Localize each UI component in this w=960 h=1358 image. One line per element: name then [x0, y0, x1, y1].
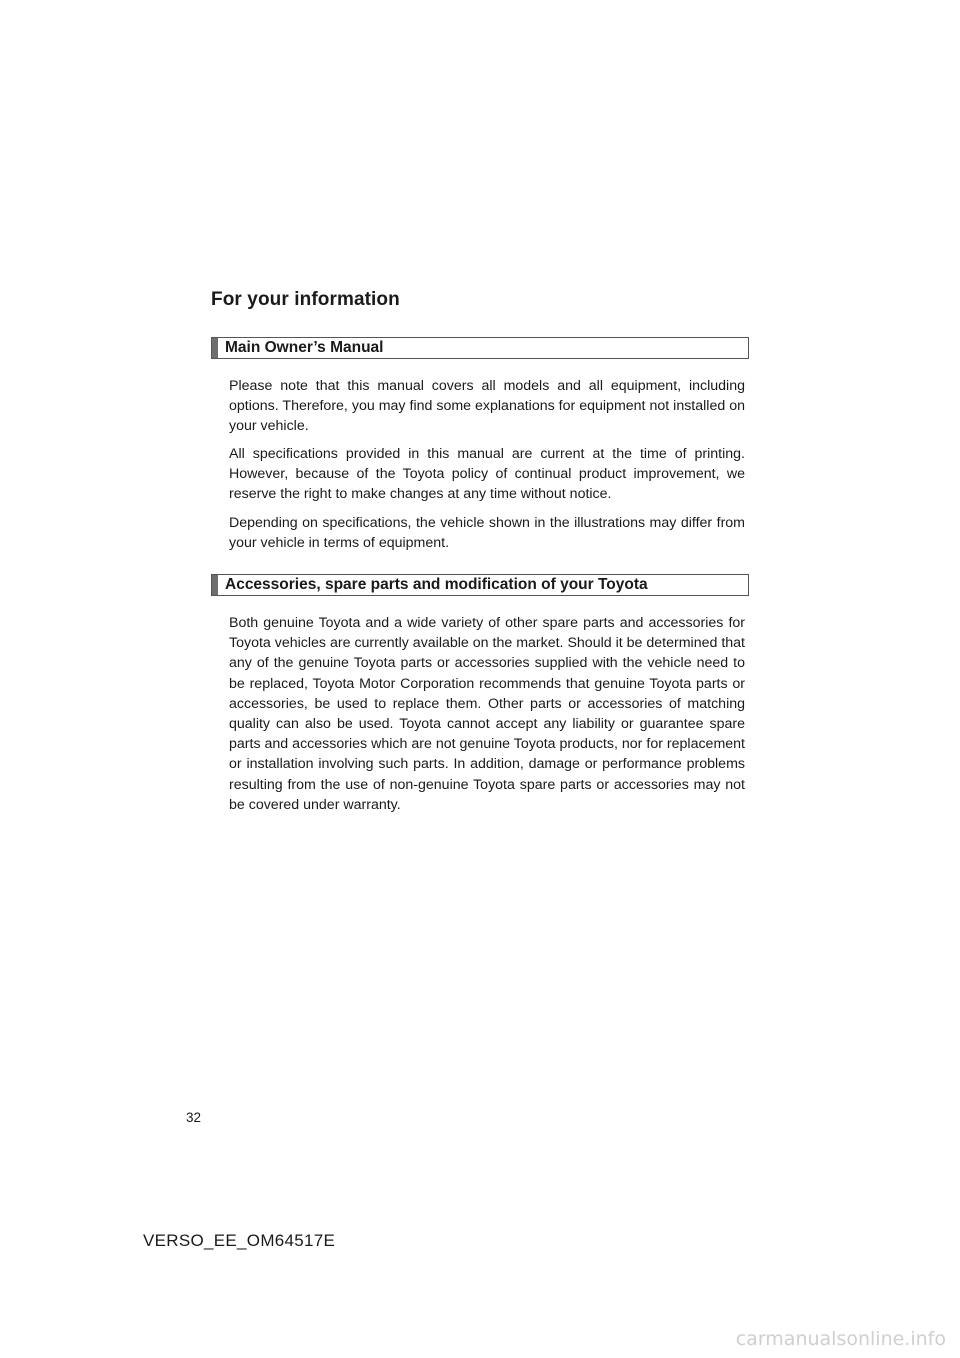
section-heading-accessories	[211, 574, 749, 596]
paragraph-specifications: All specifications provided in this manual are current at the time of printing. However, because of the Toyota policy of continual product improvement, we reserve the right to make changes at any time without notice.	[229, 446, 745, 503]
page-number: 32	[186, 1110, 202, 1125]
section-heading-label: Accessories, spare parts and modification of your Toyota	[225, 576, 648, 593]
section-heading-label: Main Owner’s Manual	[225, 339, 384, 356]
watermark: carmanualsonline.info	[735, 1328, 946, 1350]
paragraph-manual-coverage: Please note that this manual covers all models and all equipment, including options. Therefore, you may find some explanations for equipment not installed on your vehicle.	[229, 378, 745, 435]
paragraph-illustrations: Depending on specifications, the vehicle shown in the illustrations may differ from your vehicle in terms of equipment.	[229, 515, 745, 552]
paragraph-accessories: Both genuine Toyota and a wide variety of other spare parts and accessories for Toyota vehicles are currently available on the market. Should it be determined that any of the genuine Toyota parts or accessories supplied with the vehicle need to be replaced, Toyota Motor Corporation recommends that genuine Toyota parts or accessories, be used to replace them. Other parts or accessories of matching quality can also be used. Toyota cannot accept any liability or guarantee spare parts and accessories which are not genuine Toyota products, nor for replacement or installation involving such parts. In addition, damage or performance problems resulting from the use of non-genuine Toyota spare parts or accessories may not be covered under warranty.	[229, 615, 745, 813]
document-code: VERSO_EE_OM64517E	[143, 1231, 336, 1250]
section-heading-main-owners-manual	[211, 337, 749, 359]
page-title: For your information	[211, 289, 400, 310]
